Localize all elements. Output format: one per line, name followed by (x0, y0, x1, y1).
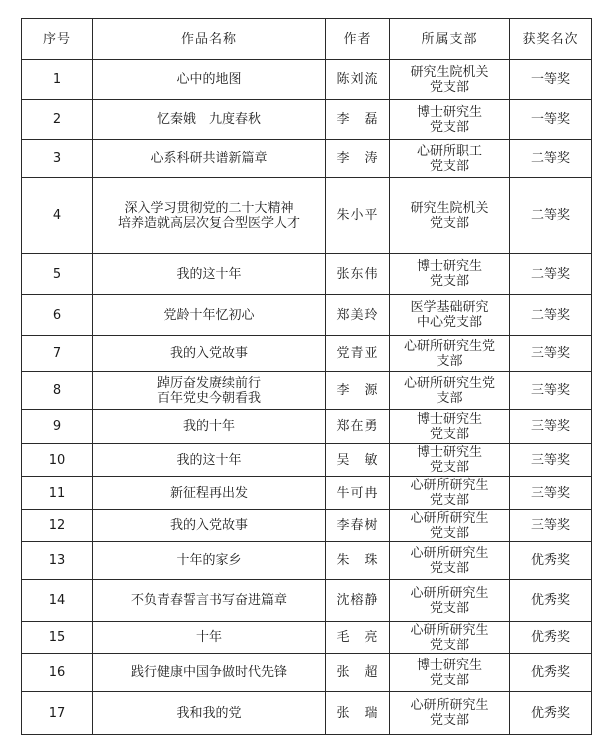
table-row (22, 372, 592, 410)
cell-title: 十年 (93, 622, 326, 654)
table-row (22, 178, 592, 254)
table-row (22, 410, 592, 444)
cell-branch: 博士研究生 党支部 (390, 410, 510, 444)
header-row (22, 19, 592, 60)
cell-award: 优秀奖 (510, 542, 592, 580)
cell-author: 陈刘流 (326, 60, 390, 100)
cell-award: 一等奖 (510, 100, 592, 140)
table-row (22, 654, 592, 692)
header-no: 序号 (22, 19, 93, 60)
table-row (22, 60, 592, 100)
cell-no: 16 (22, 654, 93, 692)
cell-title: 我和我的党 (93, 692, 326, 735)
cell-award: 三等奖 (510, 477, 592, 510)
table-row (22, 542, 592, 580)
cell-title: 党龄十年忆初心 (93, 295, 326, 336)
cell-branch: 心研所研究生党 支部 (390, 336, 510, 372)
cell-no: 12 (22, 510, 93, 542)
cell-title: 心中的地图 (93, 60, 326, 100)
cell-branch: 心研所研究生 党支部 (390, 510, 510, 542)
header-author: 作者 (326, 19, 390, 60)
cell-title: 我的十年 (93, 410, 326, 444)
table-row (22, 140, 592, 178)
cell-award: 二等奖 (510, 254, 592, 295)
cell-award: 三等奖 (510, 336, 592, 372)
cell-no: 8 (22, 372, 93, 410)
table-row (22, 444, 592, 477)
header-title: 作品名称 (93, 19, 326, 60)
cell-award: 二等奖 (510, 140, 592, 178)
cell-title: 十年的家乡 (93, 542, 326, 580)
table-row (22, 622, 592, 654)
cell-author: 李 源 (326, 372, 390, 410)
cell-branch: 心研所研究生 党支部 (390, 692, 510, 735)
cell-title: 我的入党故事 (93, 510, 326, 542)
header-award: 获奖名次 (510, 19, 592, 60)
cell-author: 李 涛 (326, 140, 390, 178)
cell-branch: 博士研究生 党支部 (390, 100, 510, 140)
cell-title: 忆秦娥 九度春秋 (93, 100, 326, 140)
cell-branch: 研究生院机关 党支部 (390, 60, 510, 100)
cell-award: 二等奖 (510, 178, 592, 254)
cell-author: 张东伟 (326, 254, 390, 295)
cell-author: 牛可冉 (326, 477, 390, 510)
cell-award: 优秀奖 (510, 580, 592, 622)
cell-author: 张 瑞 (326, 692, 390, 735)
cell-no: 2 (22, 100, 93, 140)
cell-award: 优秀奖 (510, 654, 592, 692)
cell-author: 李春树 (326, 510, 390, 542)
cell-author: 吴 敏 (326, 444, 390, 477)
table-row (22, 692, 592, 735)
cell-branch: 研究生院机关 党支部 (390, 178, 510, 254)
cell-title: 我的这十年 (93, 254, 326, 295)
table-row (22, 100, 592, 140)
header-branch: 所属支部 (390, 19, 510, 60)
cell-title: 不负青春誓言书写奋进篇章 (93, 580, 326, 622)
cell-branch: 医学基础研究 中心党支部 (390, 295, 510, 336)
cell-award: 优秀奖 (510, 692, 592, 735)
cell-award: 优秀奖 (510, 622, 592, 654)
cell-title: 我的入党故事 (93, 336, 326, 372)
cell-title: 心系科研共谱新篇章 (93, 140, 326, 178)
cell-award: 三等奖 (510, 444, 592, 477)
cell-author: 李 磊 (326, 100, 390, 140)
cell-branch: 心研所研究生 党支部 (390, 477, 510, 510)
cell-branch: 心研所研究生 党支部 (390, 542, 510, 580)
cell-no: 1 (22, 60, 93, 100)
cell-award: 二等奖 (510, 295, 592, 336)
cell-no: 3 (22, 140, 93, 178)
cell-branch: 心研所职工 党支部 (390, 140, 510, 178)
cell-title: 我的这十年 (93, 444, 326, 477)
cell-no: 11 (22, 477, 93, 510)
cell-author: 朱小平 (326, 178, 390, 254)
cell-branch: 博士研究生 党支部 (390, 444, 510, 477)
cell-author: 毛 亮 (326, 622, 390, 654)
table-row (22, 477, 592, 510)
cell-branch: 博士研究生 党支部 (390, 254, 510, 295)
table-row (22, 580, 592, 622)
cell-title: 踔厉奋发赓续前行 百年党史今朝看我 (93, 372, 326, 410)
cell-author: 张 超 (326, 654, 390, 692)
cell-author: 沈榕静 (326, 580, 390, 622)
cell-branch: 心研所研究生 党支部 (390, 622, 510, 654)
table-row (22, 254, 592, 295)
cell-author: 郑美玲 (326, 295, 390, 336)
award-table (21, 18, 592, 735)
cell-award: 三等奖 (510, 510, 592, 542)
cell-no: 9 (22, 410, 93, 444)
cell-no: 7 (22, 336, 93, 372)
cell-award: 三等奖 (510, 372, 592, 410)
cell-author: 郑在勇 (326, 410, 390, 444)
cell-no: 17 (22, 692, 93, 735)
table-row (22, 510, 592, 542)
cell-title: 新征程再出发 (93, 477, 326, 510)
cell-award: 一等奖 (510, 60, 592, 100)
table-row (22, 295, 592, 336)
cell-no: 10 (22, 444, 93, 477)
cell-award: 三等奖 (510, 410, 592, 444)
cell-branch: 心研所研究生 党支部 (390, 580, 510, 622)
cell-no: 4 (22, 178, 93, 254)
table-row (22, 336, 592, 372)
cell-branch: 心研所研究生党 支部 (390, 372, 510, 410)
cell-no: 15 (22, 622, 93, 654)
cell-author: 党青亚 (326, 336, 390, 372)
cell-branch: 博士研究生 党支部 (390, 654, 510, 692)
cell-no: 13 (22, 542, 93, 580)
cell-no: 14 (22, 580, 93, 622)
cell-author: 朱 珠 (326, 542, 390, 580)
cell-no: 6 (22, 295, 93, 336)
cell-title: 深入学习贯彻党的二十大精神 培养造就高层次复合型医学人才 (93, 178, 326, 254)
cell-no: 5 (22, 254, 93, 295)
cell-title: 践行健康中国争做时代先锋 (93, 654, 326, 692)
